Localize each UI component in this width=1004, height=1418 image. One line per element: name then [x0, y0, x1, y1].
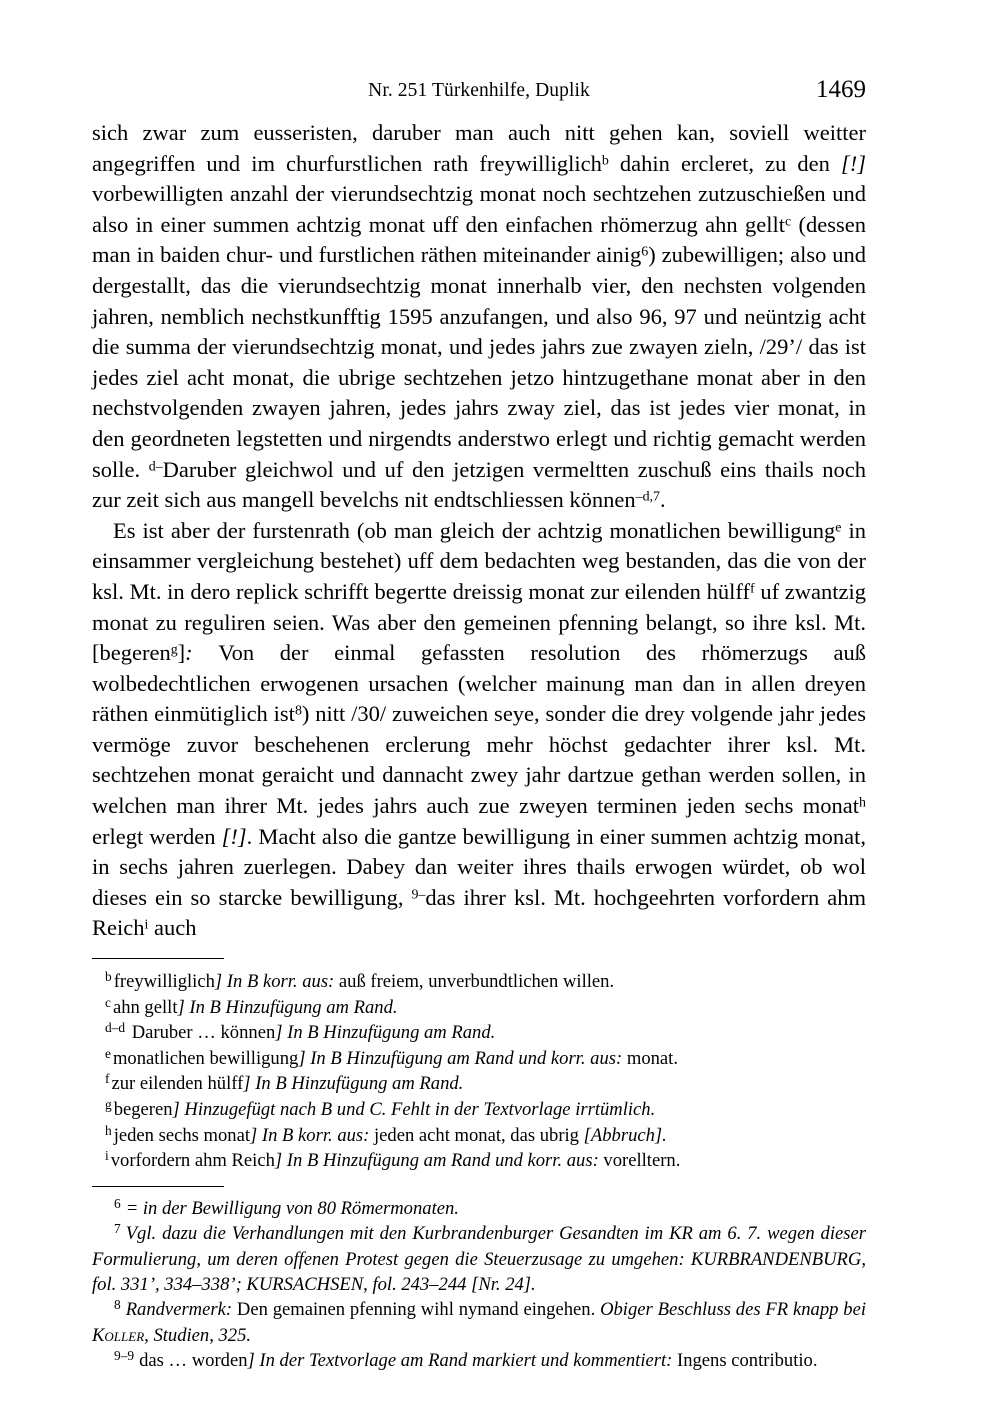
footnote-entry — [92, 1196, 866, 1221]
italic-text: ] — [243, 1073, 251, 1095]
text-run: . — [659, 487, 666, 513]
superscript-marker: f — [749, 581, 755, 597]
footnote-number: 8 — [114, 1297, 121, 1313]
running-head-title: Nr. 251 Türkenhilfe, Duplik — [368, 80, 590, 101]
footnote-entry — [92, 1297, 866, 1348]
page-content — [92, 76, 866, 1374]
footnote-number: 6 — [114, 1195, 121, 1211]
apparatus-divider-rule — [92, 958, 224, 959]
italic-text: ] — [275, 1022, 283, 1044]
text-run: . Macht also die gantze bewilligung in einer summen achtzig monat, in sechs jahren zuerlegen. Dabey dan weiter ihres thails erwogen würdet, ob wol dieses ein so starcke bewilligung, — [92, 823, 867, 910]
page-number: 1469 — [816, 76, 866, 103]
superscript-marker: e — [835, 520, 842, 536]
italic-text: ] — [250, 1124, 258, 1146]
text-run: begeren — [113, 1099, 173, 1120]
superscript-marker: g — [170, 642, 178, 658]
text-run: in einsammer vergleichung bestehet) uff dem bedachten weg bestanden, das die von der ksl. Mt. in dero replick schrifft begertte dreissig monat zur eilenden hülff — [92, 517, 866, 604]
apparatus-sigil: d–d — [105, 1020, 126, 1036]
footnote-list — [92, 1196, 866, 1374]
italic-text: aus: — [590, 1047, 623, 1069]
italic-text: Obiger Beschluss des FR knapp bei — [600, 1299, 866, 1321]
italic-text: In B Hinzufügung am Rand. — [282, 1022, 496, 1044]
text-run: Daruber … können — [127, 1022, 276, 1044]
body-paragraph — [92, 118, 866, 516]
italic-text: aus: — [566, 1150, 599, 1172]
text-run: jeden sechs monat — [113, 1124, 250, 1146]
italic-text: ] — [177, 996, 185, 1018]
footnote-entry — [92, 1221, 866, 1297]
text-run: auß freiem, unverbundtlichen willen. — [334, 971, 615, 993]
body-text — [92, 118, 866, 944]
text-run: ) nitt /30/ zuweichen seye, sonder die drey volgende jahr jedes vermöge zuvor beschehenen erclerung mehr höchst gedachter ihrer ksl. Mt. sechtzehen monat geraicht und dannacht zwey jahr dartzue gethan werden sollen, in welchen man ihrer Mt. jedes jahrs auch zue zweyen terminen jeden sechs monat — [92, 701, 866, 819]
body-paragraph — [92, 516, 866, 944]
small-caps-name: Koller — [92, 1324, 145, 1346]
footnote-divider-rule — [92, 1186, 224, 1187]
italic-text: In der Textvorlage am Rand markiert und kommentiert: — [254, 1350, 673, 1372]
italic-text: ] — [274, 1150, 283, 1172]
apparatus-sigil: h — [105, 1122, 112, 1138]
apparatus-sigil: c — [105, 994, 111, 1010]
superscript-marker: i — [144, 917, 149, 933]
footnote-number: 9–9 — [114, 1348, 135, 1364]
superscript-marker: 8 — [294, 703, 302, 719]
italic-text: aus: — [302, 971, 335, 993]
italic-text: Vgl. dazu die Verhandlungen mit den Kurbrandenburger Gesandten im KR am 6. 7. wegen dieser Formulierung, um deren offenen Protest gegen die Steuerzusage zu umgehen: KURBRANDENBURG, fol. 331’, 334–338’; KURSACHSEN, fol. 243–244 [Nr. 24]. — [92, 1223, 866, 1295]
superscript-marker: 6 — [641, 244, 649, 260]
text-run: dahin ercleret, zu den — [608, 150, 841, 176]
italic-text: : — [185, 640, 219, 666]
italic-text: In B korr. — [222, 971, 303, 993]
text-run: Es ist aber der furstenrath (ob man gleich der achtzig monatlichen bewilligung — [113, 517, 836, 543]
italic-text: aus: — [337, 1124, 370, 1146]
apparatus-sigil: b — [105, 969, 112, 985]
text-run: Von der einmal gefassten resolution des rhömerzugs auß wolbedechtlichen erwogenen ursachen (welcher mainung man dan in allen dreyen räthen einmütiglich ist — [92, 640, 866, 727]
running-head — [92, 76, 866, 112]
text-run: das ihrer ksl. Mt. hochgeehrten vorfordern ahm Reich — [92, 884, 866, 941]
text-run: Den gemainen pfenning wihl nymand eingehen. — [232, 1299, 601, 1321]
italic-text: [Abbruch]. — [583, 1124, 667, 1146]
text-run: jeden acht monat, das ubrig — [369, 1124, 584, 1146]
superscript-marker: h — [859, 795, 866, 811]
apparatus-entry — [92, 1071, 866, 1097]
text-run: monat. — [622, 1047, 678, 1069]
italic-text: ] — [247, 1350, 255, 1372]
text-run: (dessen man in baiden chur- und furstlichen räthen miteinander ainig — [92, 211, 866, 268]
italic-text: In B Hinzufügung am Rand. — [184, 996, 398, 1018]
footnote-number: 7 — [114, 1221, 121, 1237]
footnote-entry — [92, 1348, 866, 1373]
italic-text: Hinzugefügt nach B und C. Fehlt in der Textvorlage irrtümlich. — [179, 1099, 656, 1120]
text-run: das … worden — [139, 1350, 248, 1372]
italic-text: , Studien, 325. — [144, 1324, 252, 1346]
apparatus-entry — [92, 995, 866, 1021]
italic-text: [!] — [840, 150, 866, 176]
apparatus-sigil: e — [105, 1045, 111, 1061]
text-run: uf zwantzig monat zu reguliren seien. Was aber den gemeinen pfenning belangt, so ihre ksl. Mt. [begeren — [92, 578, 866, 666]
apparatus-sigil: f — [105, 1071, 110, 1087]
text-run: vorfordern ahm Reich — [110, 1150, 275, 1172]
superscript-marker: –d,7 — [635, 489, 660, 505]
italic-text: = in der Bewilligung von 80 Römermonaten. — [125, 1197, 459, 1219]
apparatus-sigil: g — [105, 1096, 112, 1112]
text-run: Daruber gleichwol und uf den jetzigen vermeltten zuschuß eins thails noch zur zeit sich aus mangell bevelchs nit endtschliessen können — [92, 456, 866, 513]
text-run: zur eilenden hülff — [111, 1073, 244, 1095]
apparatus-entry — [92, 1148, 866, 1174]
text-run: monatlichen bewilligung — [112, 1047, 299, 1069]
italic-text: [!] — [221, 823, 247, 849]
text-run: ahn gellt — [112, 996, 178, 1018]
italic-text: Randvermerk: — [125, 1299, 233, 1321]
italic-text: In B Hinzufügung am Rand und korr. — [282, 1150, 567, 1172]
superscript-marker: c — [784, 214, 792, 230]
text-run: vorbewilligten anzahl der vierundsechtzig monat noch sechtzehen zutzuschießen und also in einer summen achtzig monat uff den einfachen rhömerzug ahn gellt — [92, 181, 866, 237]
text-run: Ingens contributio. — [672, 1350, 818, 1372]
superscript-marker: b — [601, 152, 609, 168]
italic-text: In B Hinzufügung am Rand und korr. — [305, 1047, 591, 1069]
text-run: sich zwar zum eusseristen, daruber man auch nitt gehen kan, soviell weitter angegriffen und im churfurstlichen rath freywilliglich — [92, 120, 866, 176]
apparatus-entry — [92, 1097, 866, 1123]
text-run: auch — [148, 915, 197, 941]
apparatus-entry — [92, 1046, 866, 1072]
text-run: ) zubewilligen; also und dergestallt, das die vierundsechtzig monat innerhalb vier, den nechsten volgenden jahren, nemblich nechstkunfftig 1595 anzufangen, und also 96, 97 und neüntzig acht die summa der vierundsechtzig monat, und jedes jahrs zue zwayen zieln, /29’/ das ist jedes ziel acht monat, die ubrige sechtzehen jetzo hintzugethane monat aber in den nechstvolgenden zwayen jahren, jedes jahrs zway ziel, das ist jedes vier monat, in den geordneten legstetten und nirgendts anderstwo erlegt und richtig gemacht werden solle. — [92, 242, 866, 482]
superscript-marker: d– — [148, 458, 163, 474]
apparatus-sigil: i — [105, 1148, 109, 1164]
text-run: freywilliglich — [113, 971, 215, 993]
text-run: vorelltern. — [598, 1150, 681, 1172]
italic-text: ] — [214, 971, 223, 993]
apparatus-variant-notes — [92, 969, 866, 1174]
italic-text: ] — [172, 1099, 180, 1120]
superscript-marker: 9– — [411, 887, 426, 903]
italic-text: In B Hinzufügung am Rand. — [250, 1073, 464, 1095]
apparatus-entry — [92, 969, 866, 995]
text-run: erlegt werden — [92, 823, 222, 849]
italic-text: In B korr. — [257, 1124, 338, 1146]
italic-text: ] — [298, 1047, 306, 1069]
apparatus-entry — [92, 1123, 866, 1149]
text-run: ] — [177, 640, 186, 666]
apparatus-entry — [92, 1020, 866, 1046]
